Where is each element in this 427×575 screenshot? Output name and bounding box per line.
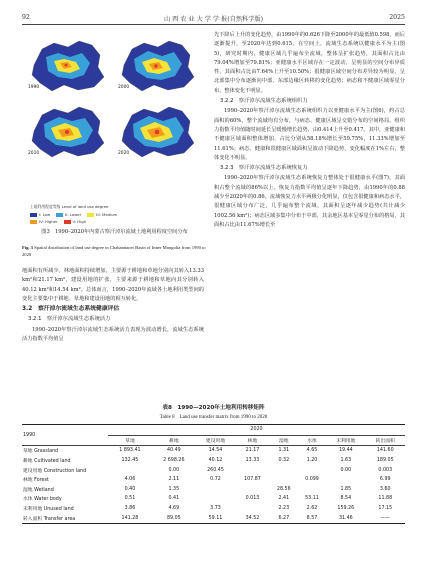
table-cell: 189.05 — [376, 458, 394, 464]
table-cell: 11.88 — [378, 496, 393, 502]
table-cell: 4.65 — [306, 448, 318, 454]
table-cell: 4.69 — [168, 506, 180, 512]
table-cell: 0.32 — [278, 458, 290, 464]
table-cell: 53.11 — [305, 496, 319, 502]
table-cell: 1.35 — [168, 486, 180, 492]
map-2020 — [114, 101, 202, 163]
right-column — [214, 31, 405, 230]
legend-title: 土地利用程度等级 Level of land use degree — [30, 204, 109, 209]
figure-caption-en-label: Fig. 3 — [22, 245, 33, 250]
table-cell — [298, 465, 326, 475]
table-cell: 31.46 — [338, 515, 353, 521]
map-year-label: 1990 — [28, 85, 40, 90]
table-row — [22, 513, 405, 523]
row-label: 建设用地 Construction land — [23, 468, 87, 474]
legend-swatch — [56, 213, 63, 217]
figure-caption-en — [22, 245, 207, 259]
table-cell — [270, 475, 298, 485]
table-cell: 19.44 — [338, 448, 353, 454]
table-cell: 0.40 — [124, 486, 136, 492]
legend-item — [87, 212, 117, 217]
table-cell: 8.57 — [306, 515, 318, 521]
column-header: 湿地 — [278, 438, 289, 444]
paragraph: 1990–2020年察汗淖尔流域生态系统组织力以亚健康水平为主(图6)，约占总面积的60%，整个流域均有分布，与病态、健康区域呈交错分布的空间格局。组织力指数平均值随时间延长呈缓慢增长趋势，由0.414上升至0.417。其中，亚健康和不健康区域面积整体增加，占比分别从58.18%增长至59.75%，11.33%增加至11.61%；病态、健康和很健康区域面积呈波动下降趋势，变化幅度在1%左右，整体变化不明显。 — [214, 108, 405, 161]
column-header: 草地 — [125, 438, 135, 444]
table-cell: 59.11 — [208, 515, 223, 521]
row-label: 水体 Water body — [23, 497, 62, 503]
col-header: 2020 — [108, 425, 405, 436]
table-row — [22, 494, 405, 504]
table-cell: 0.013 — [245, 496, 260, 502]
table-cell: 0.72 — [210, 477, 221, 483]
legend-label: II: Lower — [65, 212, 82, 217]
table-cell — [326, 475, 365, 485]
table-row — [22, 485, 405, 495]
table-title-en: Table 8 Land use transfer matrix from 1990 to 2020 — [159, 415, 268, 420]
legend-item — [56, 212, 81, 217]
table-cell: 2.11 — [168, 477, 180, 483]
legend-swatch — [30, 220, 37, 224]
column-header: 水体 — [307, 438, 317, 444]
legend-swatch — [30, 213, 37, 217]
map-year-label: 2010 — [28, 151, 40, 156]
row-label: 林地 Forest — [23, 478, 49, 484]
table-cell: 0.51 — [124, 496, 136, 502]
legend-item — [30, 212, 50, 217]
map-legend — [30, 204, 200, 224]
table-cell: 4.06 — [124, 477, 136, 483]
row-label: 草地 Grassland — [23, 449, 59, 455]
table-cell: 1 893.41 — [119, 448, 141, 454]
table-cell — [235, 485, 269, 495]
legend-swatch — [64, 220, 71, 224]
journal-title: 山 西 农 业 大 学 学 报(自然科学版) — [163, 16, 264, 23]
column-header: 林地 — [247, 438, 258, 444]
row-label: 转入面积 Transfer area — [23, 516, 76, 522]
table-row — [22, 446, 405, 456]
table-cell: 3.86 — [124, 506, 136, 512]
subsection-heading: 3.2.2 察汗淖尔流域生态系统组织力 — [220, 98, 308, 105]
table-cell: 6.27 — [278, 515, 290, 521]
legend-item — [64, 219, 87, 224]
paragraph: 先下降后上升的变化趋势，由1990年的0.626下降至2000年的最低值0.598，而后逐渐提升，至2020年达到0.615。在空间上，流域生态系统以健康水平为主(图5)，研究时期内，健康区域几乎遍布全流域，整体呈扩张趋势，其面积占比由79.04%增加至79.81%；亚健康水平区域存在一定波动，呈明显的空间分布异质性，其面积占比由7.64%上升至10.50%；很健康区域空间分布差异较为明显，呈北部集中分布逐渐向中部、东部边缘区转移的变化趋势；病态和不健康区域零星分布，整体变化不明显。 — [214, 32, 405, 94]
table-cell: 0.41 — [168, 496, 180, 502]
page-number: 92 — [22, 14, 30, 21]
table-row — [22, 504, 405, 514]
table-cell: 89.05 — [166, 515, 181, 521]
column-header: 转出面积 — [375, 438, 395, 444]
table-cell — [196, 485, 235, 495]
transfer-matrix-table — [22, 424, 405, 524]
table-cell — [235, 465, 269, 475]
table-cell: 6.99 — [379, 477, 391, 483]
legend-label: I: Low — [39, 212, 51, 217]
table-cell: 1.63 — [340, 458, 352, 464]
table-cell: 2.62 — [306, 506, 318, 512]
table-cell: 28.56 — [276, 486, 291, 492]
map-year-label: 2020 — [118, 151, 130, 156]
table-cell: 260.45 — [207, 467, 224, 473]
legend-label: IV: Higher — [39, 219, 58, 224]
table-cell: 3.60 — [379, 486, 391, 492]
column-header: 未利用地 — [336, 438, 356, 444]
table-cell: 21.17 — [245, 448, 260, 454]
table-cell: 17.15 — [378, 506, 393, 512]
left-column — [22, 267, 204, 344]
table-cell: 3.73 — [210, 506, 221, 512]
figure-caption-en-text: Spatial distribution of land use degree in Chahannaoer Basin of Inner Mongolia from 1990 to 2020 — [22, 245, 206, 257]
table-cell — [270, 465, 298, 475]
paragraph: 1990–2020年察汗淖尔流域生态系统恢复力整体处于很健康水平(图7)，其面积占整个流域的86%以上。恢复力指数平均值呈逐年下降趋势，由1990年的0.88减少至2020年的0.86。流域恢复力水平两极分化明显，仅包含很健康和病态水平，很健康区域分布广泛，几乎遍布整个流域，其面积呈逐年减少趋势(共计减少1002.56 km²)；病态区域多集中分布于中部，其余地区基本呈零星分布的格局，其面积占比由11.67%增长至 — [214, 175, 405, 228]
row-header: 1990 — [23, 432, 36, 438]
row-label: 未利用地 Unused land — [23, 507, 74, 513]
map-1990 — [24, 35, 112, 97]
subsection-heading: 3.2.3 察汗淖尔流域生态系统恢复力 — [220, 165, 308, 172]
legend-item — [30, 219, 58, 224]
table-title-cn: 表8 1990—2020年土地利用转移矩阵 — [162, 405, 265, 411]
table-cell: 14.54 — [208, 448, 223, 454]
table-cell: 0.003 — [378, 467, 393, 473]
table-cell — [108, 465, 152, 475]
table-row — [22, 456, 405, 466]
table-cell: 1.31 — [278, 448, 290, 454]
journal-year: 2025 — [389, 14, 405, 21]
map-2010 — [24, 101, 112, 163]
table-cell: —— — [380, 515, 391, 521]
table-cell — [298, 485, 326, 495]
table-cell: 8.54 — [340, 496, 352, 502]
table-cell: 40.49 — [166, 448, 181, 454]
table-cell: 141.60 — [376, 448, 394, 454]
table-cell: 13.33 — [245, 458, 260, 464]
table-cell: 141.28 — [121, 515, 139, 521]
figure-caption-cn: 图3 1990–2020年内蒙古察汗淖尔流域土地利用程度空间分布 — [41, 229, 188, 235]
table-cell: 0.099 — [305, 477, 319, 483]
table-cell: 107.87 — [244, 477, 261, 483]
subsection-heading: 3.2.1 察汗淖尔流域生态系统活力 — [28, 316, 111, 323]
table-cell: 1.85 — [340, 486, 352, 492]
table-cell: 34.52 — [245, 515, 260, 521]
table-cell: 1.20 — [306, 458, 318, 464]
legend-swatch — [87, 213, 94, 217]
table-cell: 0.00 — [340, 467, 352, 473]
column-header: 建设用地 — [205, 438, 226, 444]
table-cell: 40.12 — [208, 458, 223, 464]
legend-label: V: High — [72, 219, 87, 224]
header-rule — [22, 24, 405, 25]
legend-label: III: Medium — [96, 212, 118, 217]
row-label: 湿地 Wetland — [23, 487, 54, 493]
table-cell — [235, 504, 269, 514]
row-label: 耕地 Cultivated land — [23, 459, 71, 465]
table-row — [22, 475, 405, 485]
table-cell: 2 698.26 — [163, 458, 185, 464]
table-cell: 2.41 — [278, 496, 290, 502]
section-heading: 3.2 察汗淖尔流域生态系统健康评估 — [22, 306, 120, 313]
table-cell: 159.26 — [337, 506, 355, 512]
table-cell: 132.45 — [121, 458, 139, 464]
paragraph: 1990–2020年察汗淖尔流域生态系统活力表现为波动增长，流域生态系统活力指数平均值呈 — [22, 326, 204, 343]
table-row — [22, 465, 405, 475]
table-cell: 0.00 — [168, 467, 180, 473]
table-cell — [196, 494, 235, 504]
column-header: 耕地 — [169, 438, 179, 444]
map-2000 — [114, 35, 202, 97]
map-year-label: 2000 — [118, 85, 130, 90]
paragraph: 地面积有所减少。林地面积持续增加，主要源于耕地和草地分别向其转入13.33 km²和21.17 km²，建设用地的扩张，主要来源于耕地和草地向其分别转入40.12 km²和14.54 km²。总体而言，1990–2020年流域各土地利用类型间的变化主要集中于耕地、草地和建设用地的相互转化。 — [22, 268, 204, 302]
table-cell: 2.23 — [278, 506, 290, 512]
